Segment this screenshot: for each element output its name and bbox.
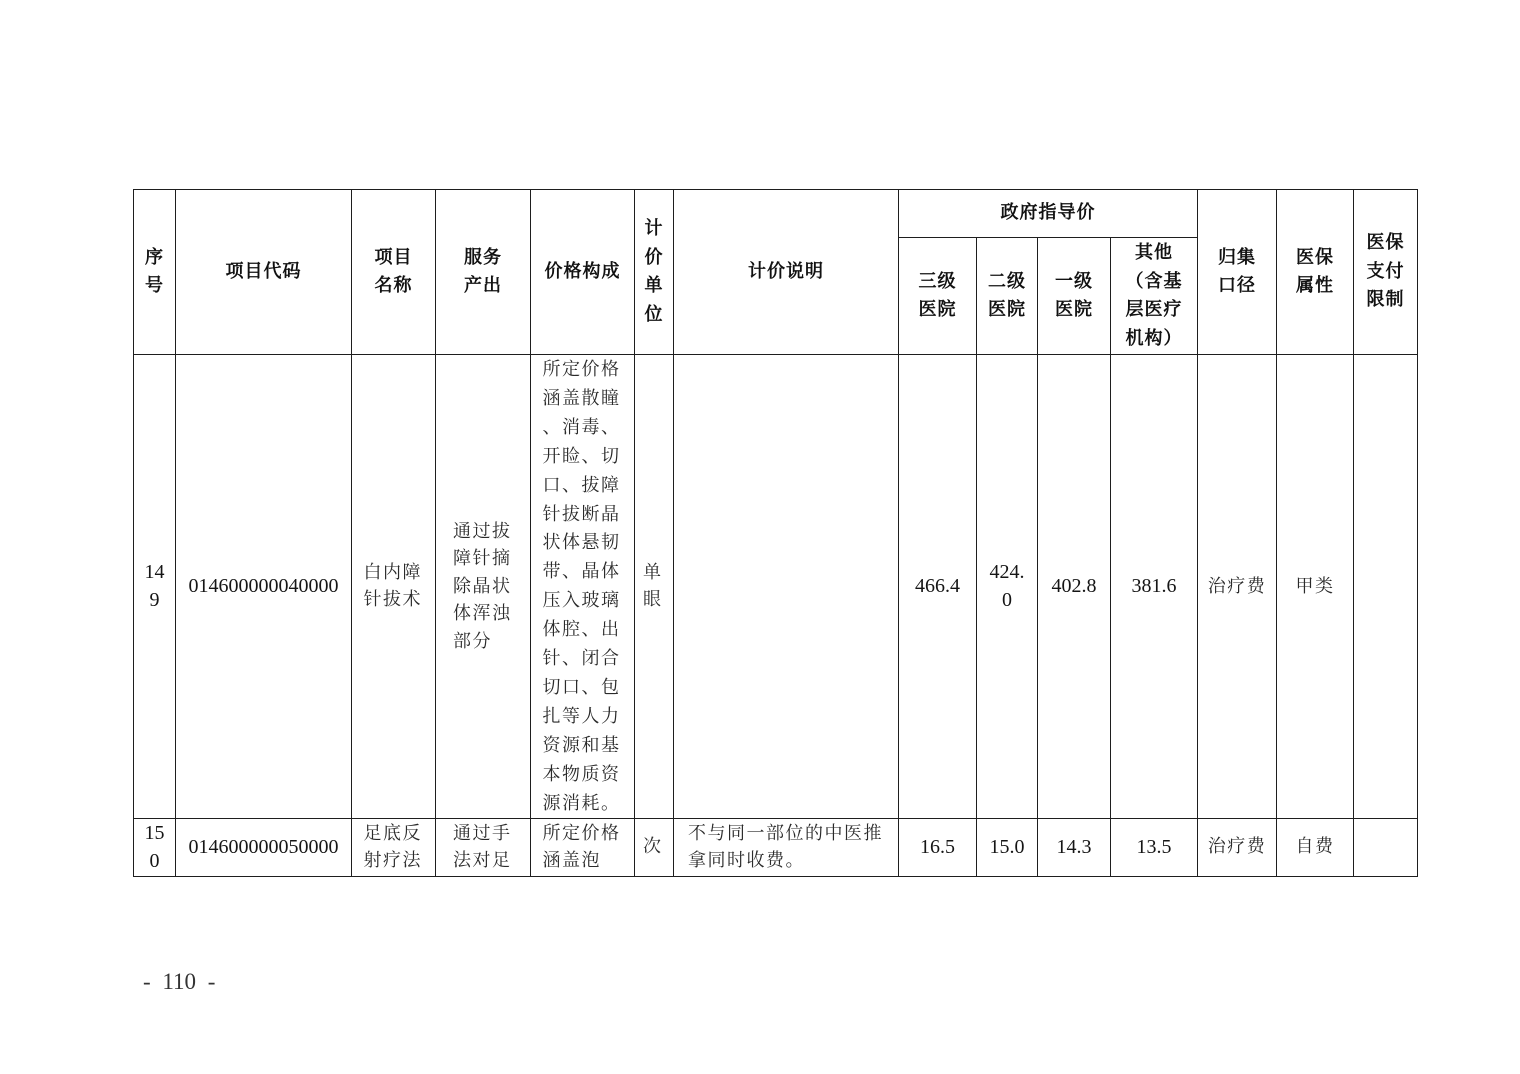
cell-price-composition	[531, 355, 635, 819]
item-code: 014600000040000	[188, 575, 339, 598]
price-composition: 所定价格涵盖散瞳、消毒、开睑、切口、拔障针拔断晶状体悬韧带、晶体压入玻璃体腔、出针、闭合切口、包扎等人力资源和基本物质资源消耗。	[542, 359, 621, 813]
header-name-label: 项目名称	[374, 246, 413, 296]
header-price-composition-label: 价格构成	[544, 260, 621, 282]
header-level1	[1038, 238, 1111, 355]
cell-seq	[134, 355, 176, 819]
header-category-label: 归集口径	[1218, 246, 1256, 296]
cell-pricing-notes	[674, 818, 899, 876]
cell-category	[1198, 818, 1277, 876]
header-level3-label: 三级医院	[918, 270, 957, 320]
header-gov-guide-price-label: 政府指导价	[1000, 202, 1096, 224]
service-output: 通过拔障针摘除晶状体浑浊部分	[453, 520, 512, 651]
header-insurance-limit-label: 医保支付限制	[1366, 232, 1405, 311]
pricing-unit: 单眼	[643, 561, 663, 610]
header-other	[1111, 238, 1198, 355]
table-body	[134, 355, 1418, 877]
price-level2: 424.0	[989, 561, 1025, 612]
table-header	[134, 190, 1418, 355]
cell-level3	[899, 355, 977, 819]
price-composition: 所定价格涵盖泡	[542, 822, 621, 870]
header-level2-label: 二级医院	[988, 270, 1026, 320]
cell-other	[1111, 818, 1198, 876]
price-level1: 402.8	[1051, 575, 1097, 598]
header-pricing-notes-label: 计价说明	[748, 260, 824, 282]
pricing-notes: 不与同一部位的中医推拿同时收费。	[688, 822, 883, 870]
header-level3	[899, 238, 977, 355]
header-seq-label: 序号	[145, 246, 164, 296]
header-output-label: 服务产出	[464, 246, 502, 296]
cell-code	[176, 818, 352, 876]
cell-pricing-notes	[674, 355, 899, 819]
header-pricing-notes	[674, 190, 899, 355]
header-unit	[635, 190, 674, 355]
service-output: 通过手法对足	[453, 822, 512, 870]
price-table	[133, 189, 1418, 877]
cell-price-composition	[531, 818, 635, 876]
item-name: 白内障针拔术	[363, 561, 422, 610]
cell-insurance-limit	[1354, 355, 1418, 819]
price-table-wrapper	[133, 189, 1418, 877]
item-code: 014600000050000	[188, 836, 339, 858]
header-level1-label: 一级医院	[1055, 270, 1093, 320]
cell-insurance-limit	[1354, 818, 1418, 876]
header-unit-label: 计价单位	[644, 218, 664, 325]
cell-insurance-type	[1277, 818, 1354, 876]
cell-level3	[899, 818, 977, 876]
header-name	[352, 190, 436, 355]
fee-category: 治疗费	[1207, 575, 1267, 596]
cell-level1	[1038, 818, 1111, 876]
cell-other	[1111, 355, 1198, 819]
table-row	[134, 355, 1418, 819]
header-insurance-type-label: 医保属性	[1296, 246, 1334, 296]
page-number: - 110 -	[143, 969, 216, 994]
header-code-label: 项目代码	[225, 260, 302, 282]
header-seq	[134, 190, 176, 355]
cell-category	[1198, 355, 1277, 819]
fee-category: 治疗费	[1207, 836, 1267, 857]
price-level2: 15.0	[989, 836, 1025, 858]
cell-unit	[635, 355, 674, 819]
cell-name	[352, 355, 436, 819]
insurance-type: 自费	[1295, 836, 1335, 857]
header-insurance-type	[1277, 190, 1354, 355]
seq-number: 149	[144, 561, 165, 612]
cell-level2	[977, 818, 1038, 876]
table-row	[134, 818, 1418, 876]
header-insurance-limit	[1354, 190, 1418, 355]
header-category	[1198, 190, 1277, 355]
header-output	[436, 190, 531, 355]
header-row	[134, 190, 1418, 238]
cell-insurance-type	[1277, 355, 1354, 819]
cell-output	[436, 818, 531, 876]
cell-code	[176, 355, 352, 819]
seq-number: 150	[144, 822, 165, 872]
header-other-label: 其他（含基层医疗机构）	[1125, 242, 1183, 349]
item-name: 足底反射疗法	[363, 822, 422, 870]
cell-level2	[977, 355, 1038, 819]
cell-unit	[635, 818, 674, 876]
cell-seq	[134, 818, 176, 876]
price-level1: 14.3	[1056, 836, 1092, 858]
price-other: 13.5	[1136, 836, 1172, 858]
cell-name	[352, 818, 436, 876]
price-level3: 16.5	[920, 836, 955, 858]
price-level3: 466.4	[915, 575, 960, 598]
header-code	[176, 190, 352, 355]
header-level2	[977, 238, 1038, 355]
cell-level1	[1038, 355, 1111, 819]
cell-output	[436, 355, 531, 819]
header-price-composition	[531, 190, 635, 355]
insurance-type: 甲类	[1295, 575, 1335, 596]
pricing-unit: 次	[643, 836, 663, 857]
header-gov-guide-price	[899, 190, 1198, 238]
price-other: 381.6	[1131, 575, 1177, 598]
